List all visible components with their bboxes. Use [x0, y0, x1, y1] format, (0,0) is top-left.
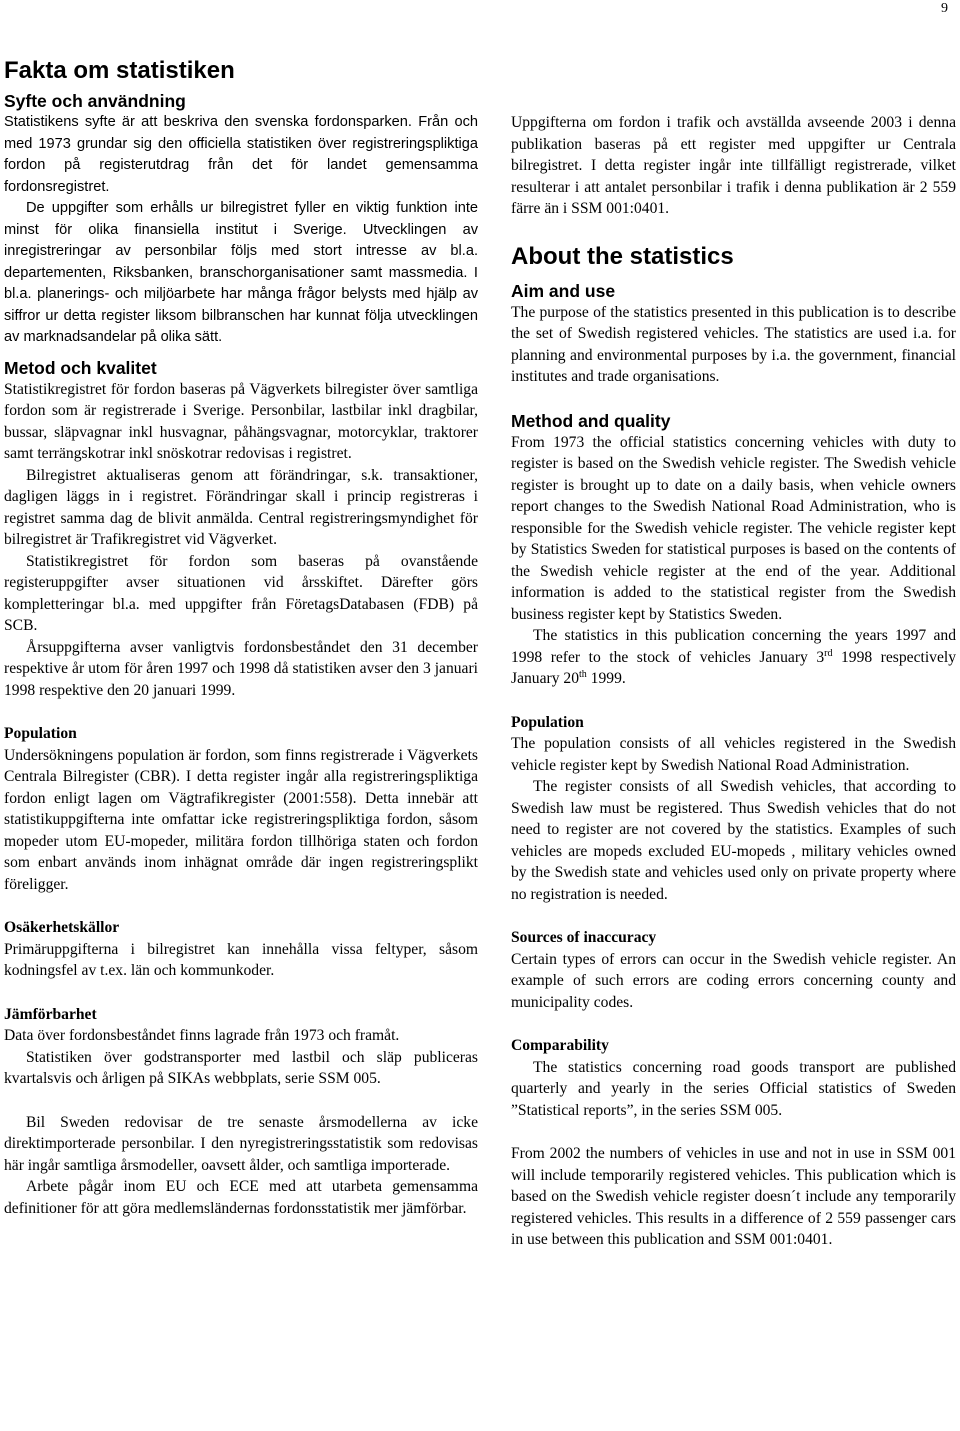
population-heading-en: Population	[511, 713, 584, 731]
population-heading-sv: Population	[4, 725, 77, 742]
aim-heading: Aim and use	[511, 280, 616, 301]
osakerhet-heading: Osäkerhetskällor	[4, 919, 120, 936]
metod-heading: Metod och kvalitet	[4, 357, 157, 378]
left-column	[4, 90, 478, 1219]
english-title: About the statistics	[511, 242, 734, 270]
right-column	[511, 112, 956, 1251]
jamfor-heading: Jämförbarhet	[4, 1005, 97, 1023]
metod-paragraph-2: Bilregistret aktualiseras genom att förändringar, s.k. transaktioner, dagligen läggs in i registret. Förändringar skall i princip registreras i registret samma dag de blivit anmälda. Central registreringsmyndighet för bilregistret är Trafikregistret vid Vägverket.	[4, 466, 478, 548]
metod-paragraph-4: Årsuppgifterna avser vanligtvis fordonsbeståndet den 31 december respektive år utom för åren 1997 och 1998 då statistiken avser den 3 januari 1998 respektive den 20 januari 1999.	[4, 638, 478, 699]
jamfor-paragraph-4: Arbete pågår inom EU och ECE med att utarbeta gemensamma definitioner för att göra medlemsländernas fordonsstatistik mer jämförbar.	[4, 1178, 478, 1217]
osakerhet-paragraph: Primäruppgifterna i bilregistret kan innehålla vissa feltyper, såsom kodningsfel av t.ex. län och kommunkoder.	[4, 940, 478, 979]
population-paragraph-sv: Undersökningens population är fordon, som finns registrerade i Vägverkets Centrala Bilregister (CBR). I detta register ingår alla registreringspliktiga fordon enligt lagen om Vägtrafikregister (2001:558). Detta innebär att statistikuppgifterna inte omfattar icke registreringspliktiga fordon, såsom mopeder utom EU-mopeder, militära fordon tillhöriga staten och fordon som enbart används inom inhägnat område där ingen registreringsplikt föreligger.	[4, 746, 478, 893]
jamfor-paragraph-2: Statistiken över godstransporter med lastbil och släp publiceras kvartalsvis och årligen på SIKAs webbplats, serie SSM 005.	[4, 1048, 478, 1087]
sources-paragraph: Certain types of errors can occur in the Swedish vehicle register. An example of such errors are coding errors concerning county and municipality codes.	[511, 950, 956, 1011]
syfte-paragraph-2: De uppgifter som erhålls ur bilregistret fyller en viktig funktion inte minst för olika finansiella institut i Sverige. Utvecklingen av inregistreringar av personbilar följs med stort intresse av bl.a. departementen, Riksbanken, branschorganisationer samt massmedia. I bl.a. planerings- och miljöarbete har många frågor belysts med hjälp av siffror ur detta register liksom bilbranschen har kunnat följa utvecklingen av marknadsandelar på olika sätt.	[4, 200, 478, 345]
method-heading: Method and quality	[511, 410, 671, 431]
jamfor-paragraph-1: Data över fordonsbeståndet finns lagrade från 1973 och framåt.	[4, 1027, 400, 1044]
population-paragraph-en-1: The population consists of all vehicles registered in the Swedish vehicle register kept by Swedish National Road Administration.	[511, 735, 956, 774]
sources-heading: Sources of inaccuracy	[511, 929, 657, 946]
page-number: 9	[941, 1, 948, 16]
intro-paragraph: Uppgifterna om fordon i trafik och avställda avseende 2003 i denna publikation baseras på ett register med uppgifter ur Centrala bilregistret. I detta register ingår inte tillfälligt registrerade, vilket resulterar i att antalet personbilar i trafik i denna publikation är 2 559 färre än i SSM 001:0401.	[511, 114, 956, 217]
method-paragraph-2: The statistics in this publication concerning the years 1997 and 1998 refer to the stock of vehicles January 3rd 1998 respectively January 20th 1999.	[511, 627, 956, 687]
syfte-heading: Syfte och användning	[4, 91, 186, 111]
comparability-heading: Comparability	[511, 1037, 609, 1054]
page-title: Fakta om statistiken	[4, 57, 235, 84]
metod-paragraph-3: Statistikregistret för fordon som baseras på ovanstående registeruppgifter avser situationen vid årsskiftet. Därefter görs kompletteringar bl.a. med uppgifter från FöretagsDatabasen (FDB) på SCB.	[4, 552, 478, 634]
metod-paragraph-1: Statistikregistret för fordon baseras på Vägverkets bilregister över samtliga fordon som är registrerade i Sverige. Personbilar, lastbilar inkl dragbilar, bussar, släpvagnar inkl husvagnar, påhängsvagnar, motorcyklar, traktorer samt terrängskotrar inkl snöskotrar redovisas i registret.	[4, 380, 478, 462]
comparability-paragraph-1: The statistics concerning road goods transport are published quarterly and yearly in the series Official statistics of Sweden ”Statistical reports”, in the series SSM 005.	[511, 1058, 956, 1119]
comparability-paragraph-2: From 2002 the numbers of vehicles in use and not in use in SSM 001 will include temporarily registered vehicles. This publication which is based on the Swedish vehicle register doesn´t include any temporarily registered vehicles. This results in a difference of 2 559 passenger cars in use between this publication and SSM 001:0401.	[511, 1145, 956, 1248]
population-paragraph-en-2: The register consists of all Swedish vehicles, that according to Swedish law must be registered. Thus Swedish vehicles that do not need to register are not covered by the statistics. Examples of such vehicles are mopeds excluded EU-mopeds , military vehicles owned by the Swedish state and vehicles used only on private property where no registration is needed.	[511, 778, 956, 903]
method-paragraph-1: From 1973 the official statistics concerning vehicles with duty to register is based on the Swedish vehicle register. The Swedish vehicle register is brought up to date on a daily basis, when vehicle owners report changes to the Swedish National Road Administration, who is responsible for the Swedish vehicle register. The vehicle register kept by Statistics Sweden for statistical purposes is based on the contents of the Swedish vehicle register at the end of the year. Additional information is added to the statistical register from the Swedish business register kept by Statistics Sweden.	[511, 433, 956, 623]
syfte-paragraph-1: Statistikens syfte är att beskriva den svenska fordonsparken. Från och med 1973 grundar sig den officiella statistiken över registreringspliktiga fordon på registerutdrag från det för landet gemensamma fordonsregistret.	[4, 114, 478, 195]
jamfor-paragraph-3: Bil Sweden redovisar de tre senaste årsmodellerna av icke direktimporterade personbilar. I den nyregistreringsstatistik som redovisas här ingår samtliga årsmodeller, oavsett ålder, och samtliga importerade.	[4, 1113, 478, 1174]
aim-paragraph: The purpose of the statistics presented in this publication is to describe the set of Swedish registered vehicles. The statistics are used i.a. for planning and environmental purposes by i.a. the government, financial institutes and trade organisations.	[511, 303, 956, 385]
